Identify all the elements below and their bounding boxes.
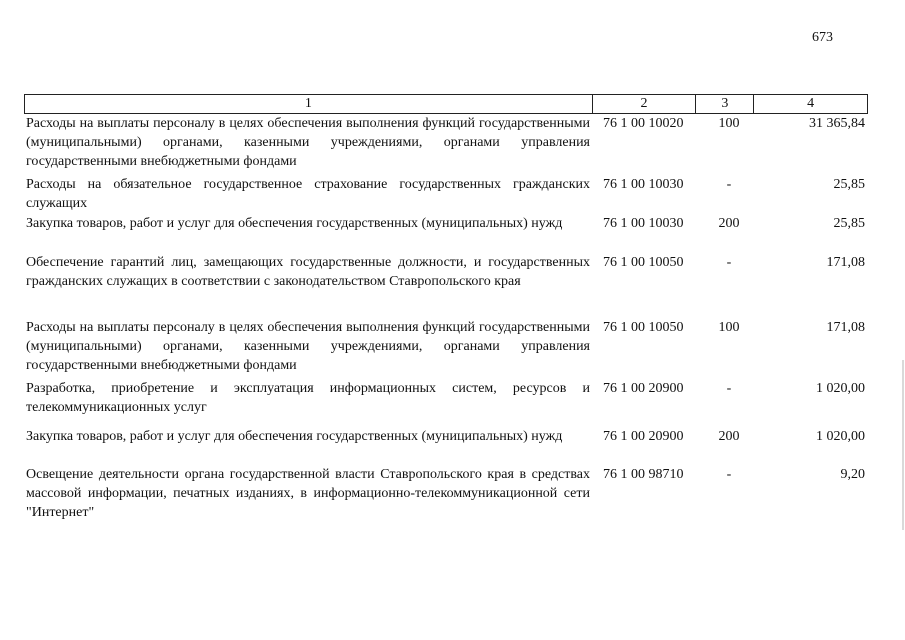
row-type: - xyxy=(726,255,732,270)
row-type: - xyxy=(726,381,732,396)
header-col-3: 3 xyxy=(696,95,754,113)
row-code: 76 1 00 10050 xyxy=(603,255,684,270)
row-amount: 1 020,00 xyxy=(816,429,865,444)
header-col-1: 1 xyxy=(25,95,593,113)
budget-table xyxy=(24,94,868,520)
row-amount: 31 365,84 xyxy=(809,116,865,131)
row-code: 76 1 00 10030 xyxy=(603,216,684,231)
row-code: 76 1 00 10050 xyxy=(603,320,684,335)
row-code: 76 1 00 20900 xyxy=(603,429,684,444)
table-header-row xyxy=(24,94,868,114)
row-type: 200 xyxy=(718,216,740,231)
row-description: Закупка товаров, работ и услуг для обеспечения государственных (муниципальных) нужд xyxy=(26,429,563,444)
row-type: - xyxy=(726,467,732,482)
header-col-4: 4 xyxy=(807,96,815,111)
page-number: 673 xyxy=(812,30,833,45)
row-description: Разработка, приобретение и эксплуатация информационных систем, ресурсов и телекоммуникационных услуг xyxy=(26,381,590,415)
row-code: 76 1 00 10030 xyxy=(603,177,684,192)
row-code: 76 1 00 10020 xyxy=(603,116,684,131)
row-amount: 25,85 xyxy=(833,177,865,192)
header-col-2: 2 xyxy=(593,95,697,113)
row-type: - xyxy=(726,177,732,192)
row-description: Расходы на обязательное государственное страхование государственных гражданских служащих xyxy=(26,177,590,211)
row-code: 76 1 00 20900 xyxy=(603,381,684,396)
row-description: Освещение деятельности органа государственной власти Ставропольского края в средствах массовой информации, печатных изданиях, в информационно-телекоммуникационной сети "Интернет" xyxy=(26,467,590,520)
row-type: 200 xyxy=(718,429,740,444)
row-type: 100 xyxy=(718,116,740,131)
row-description: Расходы на выплаты персоналу в целях обеспечения выполнения функций государственными (муниципальными) органами, казенными учреждениями, органами управления государственными внебюджетными фондами xyxy=(26,320,590,373)
row-description: Закупка товаров, работ и услуг для обеспечения государственных (муниципальных) нужд xyxy=(26,216,563,231)
row-code: 76 1 00 98710 xyxy=(603,467,684,482)
row-type: 100 xyxy=(718,320,740,335)
row-amount: 25,85 xyxy=(833,216,865,231)
row-amount: 1 020,00 xyxy=(816,381,865,396)
row-amount: 9,20 xyxy=(840,467,865,482)
row-description: Обеспечение гарантий лиц, замещающих государственные должности, и государственных гражданских служащих в соответствии с законодательством Ставропольского края xyxy=(26,255,590,289)
row-amount: 171,08 xyxy=(826,255,865,270)
row-description: Расходы на выплаты персоналу в целях обеспечения выполнения функций государственными (муниципальными) органами, казенными учреждениями, органами управления государственными внебюджетными фондами xyxy=(26,116,590,169)
row-amount: 171,08 xyxy=(826,320,865,335)
scan-edge-mark xyxy=(902,360,904,530)
